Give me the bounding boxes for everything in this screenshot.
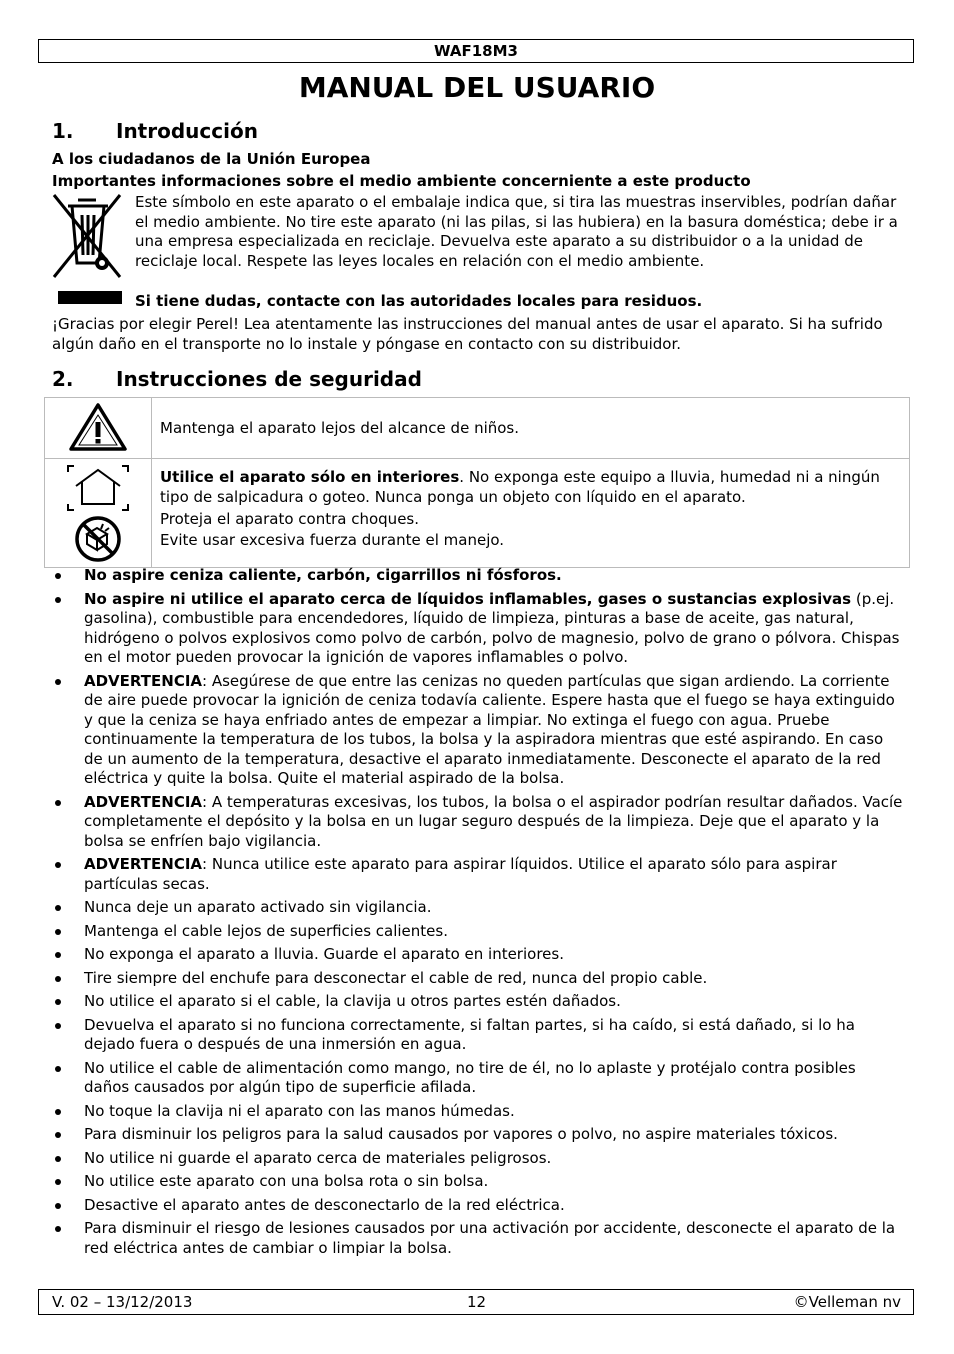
bullet-text: : Nunca utilice este aparato para aspirar líquidos. Utilice el aparato sólo para aspirar partículas secas. xyxy=(84,855,837,893)
weee-bin-icon xyxy=(52,193,122,308)
indoor-house-icon xyxy=(66,464,130,512)
section-2-heading xyxy=(52,366,422,392)
list-item xyxy=(52,793,904,852)
safety-row-children xyxy=(45,398,910,459)
list-item: Nunca deje un aparato activado sin vigilancia. xyxy=(52,898,904,918)
protect-shock-text: Proteja el aparato contra choques. xyxy=(160,510,419,528)
list-item: No exponga el aparato a lluvia. Guarde el aparato en interiores. xyxy=(52,945,904,965)
avoid-force-text: Evite usar excesiva fuerza durante el manejo. xyxy=(160,531,505,549)
safety-row2-icon-cell xyxy=(45,459,152,568)
env-heading: Importantes informaciones sobre el medio ambiente concerniente a este producto xyxy=(52,172,751,190)
list-item: No toque la clavija ni el aparato con las manos húmedas. xyxy=(52,1102,904,1122)
list-item: No utilice el cable de alimentación como mango, no tire de él, no lo aplaste y protéjalo contra posibles daños causados por algún tipo de superficie afilada. xyxy=(52,1059,904,1098)
indoor-use-text: . No exponga este equipo a lluvia, humedad ni a ningún tipo de salpicadura o goteo. Nunca ponga un objeto con líquido en el aparato. xyxy=(160,468,880,506)
footer-page-number: 12 xyxy=(467,1293,487,1311)
list-item: No utilice este aparato con una bolsa rota o sin bolsa. xyxy=(52,1172,904,1192)
indoor-use-paragraph xyxy=(160,467,899,507)
list-item: Tire siempre del enchufe para desconectar el cable de red, nunca del propio cable. xyxy=(52,969,904,989)
section-2-number: 2. xyxy=(52,367,74,391)
list-item xyxy=(52,855,904,894)
safety-row1-icon-cell xyxy=(45,398,152,459)
header-model: WAF18M3 xyxy=(38,39,914,63)
page-title: MANUAL DEL USUARIO xyxy=(298,71,656,104)
safety-row1-text: Mantenga el aparato lejos del alcance de niños. xyxy=(152,398,910,459)
list-item: No utilice el aparato si el cable, la clavija u otros partes estén dañados. xyxy=(52,992,904,1012)
list-item xyxy=(52,566,904,586)
bullet-bold: ADVERTENCIA xyxy=(84,855,203,873)
list-item: Devuelva el aparato si no funciona correctamente, si faltan partes, si ha caído, si está dañado, si lo ha dejado fuera o después de una inmersión en agua. xyxy=(52,1016,904,1055)
bullet-bold: No aspire ni utilice el aparato cerca de líquidos inflamables, gases o sustancias explosivas xyxy=(84,589,852,608)
list-item: Mantenga el cable lejos de superficies calientes. xyxy=(52,922,904,942)
list-item: No utilice ni guarde el aparato cerca de materiales peligrosos. xyxy=(52,1149,904,1169)
section-1-heading xyxy=(52,118,258,144)
section-1-number: 1. xyxy=(52,119,74,143)
footer xyxy=(38,1289,914,1315)
no-impact-icon xyxy=(73,514,123,564)
section-1-title: Introducción xyxy=(116,119,258,143)
safety-row2-text xyxy=(152,459,910,568)
bullet-bold: ADVERTENCIA xyxy=(84,671,203,690)
safety-bullet-list xyxy=(52,566,904,1262)
list-item: Desactive el aparato antes de desconectarlo de la red eléctrica. xyxy=(52,1196,904,1216)
footer-copyright: ©Velleman nv xyxy=(793,1293,901,1311)
bullet-bold: ADVERTENCIA xyxy=(84,792,203,811)
bullet-text: : Asegúrese de que entre las cenizas no queden partículas que sigan ardiendo. La corriente de aire puede provocar la ignición de ceniza todavía caliente. Espere hasta que el fuego se haya extinguido y que la ceniza se haya enfriado antes de empezar a limpiar. No extinga el fuego con agua. Pruebe continuamente la temperatura de los tubos, la bolsa y la aspiradora mientras que esté aspirando. En caso de un aumento de la temperatura, desactive el aparato inmediatamente. Desconecte el aparato de la red eléctrica y quite la bolsa. Quite el material aspirado de la bolsa. xyxy=(84,671,895,787)
list-item xyxy=(52,672,904,789)
safety-table xyxy=(44,397,910,568)
safety-row-indoor xyxy=(45,459,910,568)
bullet-text: No aspire ceniza caliente, carbón, cigarrillos ni fósforos. xyxy=(84,566,562,584)
warning-triangle-icon xyxy=(68,402,128,452)
list-item: Para disminuir el riesgo de lesiones causados por una activación por accidente, desconecte el aparato de la red eléctrica antes de cambiar o limpiar la bolsa. xyxy=(52,1219,904,1258)
footer-version: V. 02 – 13/12/2013 xyxy=(52,1293,193,1311)
weee-bold-note: Si tiene dudas, contacte con las autoridades locales para residuos. xyxy=(135,292,703,310)
bullet-text: (p.ej. gasolina), combustible para encendedores, líquido de limpieza, pinturas a base de aceite, gas natural, hidrógeno o polvos explosivos como polvo de carbón, polvo de magnesio, polvo de grano o pólvora. Chispas en el motor pueden provocar la ignición de vapores inflamables o polvo. xyxy=(84,589,900,666)
list-item xyxy=(52,590,904,668)
thanks-paragraph: ¡Gracias por elegir Perel! Lea atentamente las instrucciones del manual antes de usar el aparato. Si ha sufrido algún daño en el transporte no lo instale y póngase en contacto con su distribuidor. xyxy=(52,315,883,353)
indoor-use-bold: Utilice el aparato sólo en interiores xyxy=(160,468,460,486)
list-item: Para disminuir los peligros para la salud causados por vapores o polvo, no aspire materiales tóxicos. xyxy=(52,1125,904,1145)
weee-text: Este símbolo en este aparato o el embalaje indica que, si tira las muestras inservibles, podrían dañar el medio ambiente. No tire este aparato (ni las pilas, si las hubiera) en la basura doméstica; debe ir a una empresa especializada en reciclaje. Devuelva este aparato a su distribuidor o a la unidad de reciclaje local. Respete las leyes locales en relación con el medio ambiente. xyxy=(135,193,898,270)
bullet-text: : A temperaturas excesivas, los tubos, la bolsa o el aspirador podrían resultar dañados. Vacíe completamente el depósito y la bolsa en un lugar seguro después de la limpieza. Deje que el aparato y la bolsa se enfríen bajo vigilancia. xyxy=(84,792,903,850)
eu-heading: A los ciudadanos de la Unión Europea xyxy=(52,150,371,168)
section-2-title: Instrucciones de seguridad xyxy=(116,367,422,391)
